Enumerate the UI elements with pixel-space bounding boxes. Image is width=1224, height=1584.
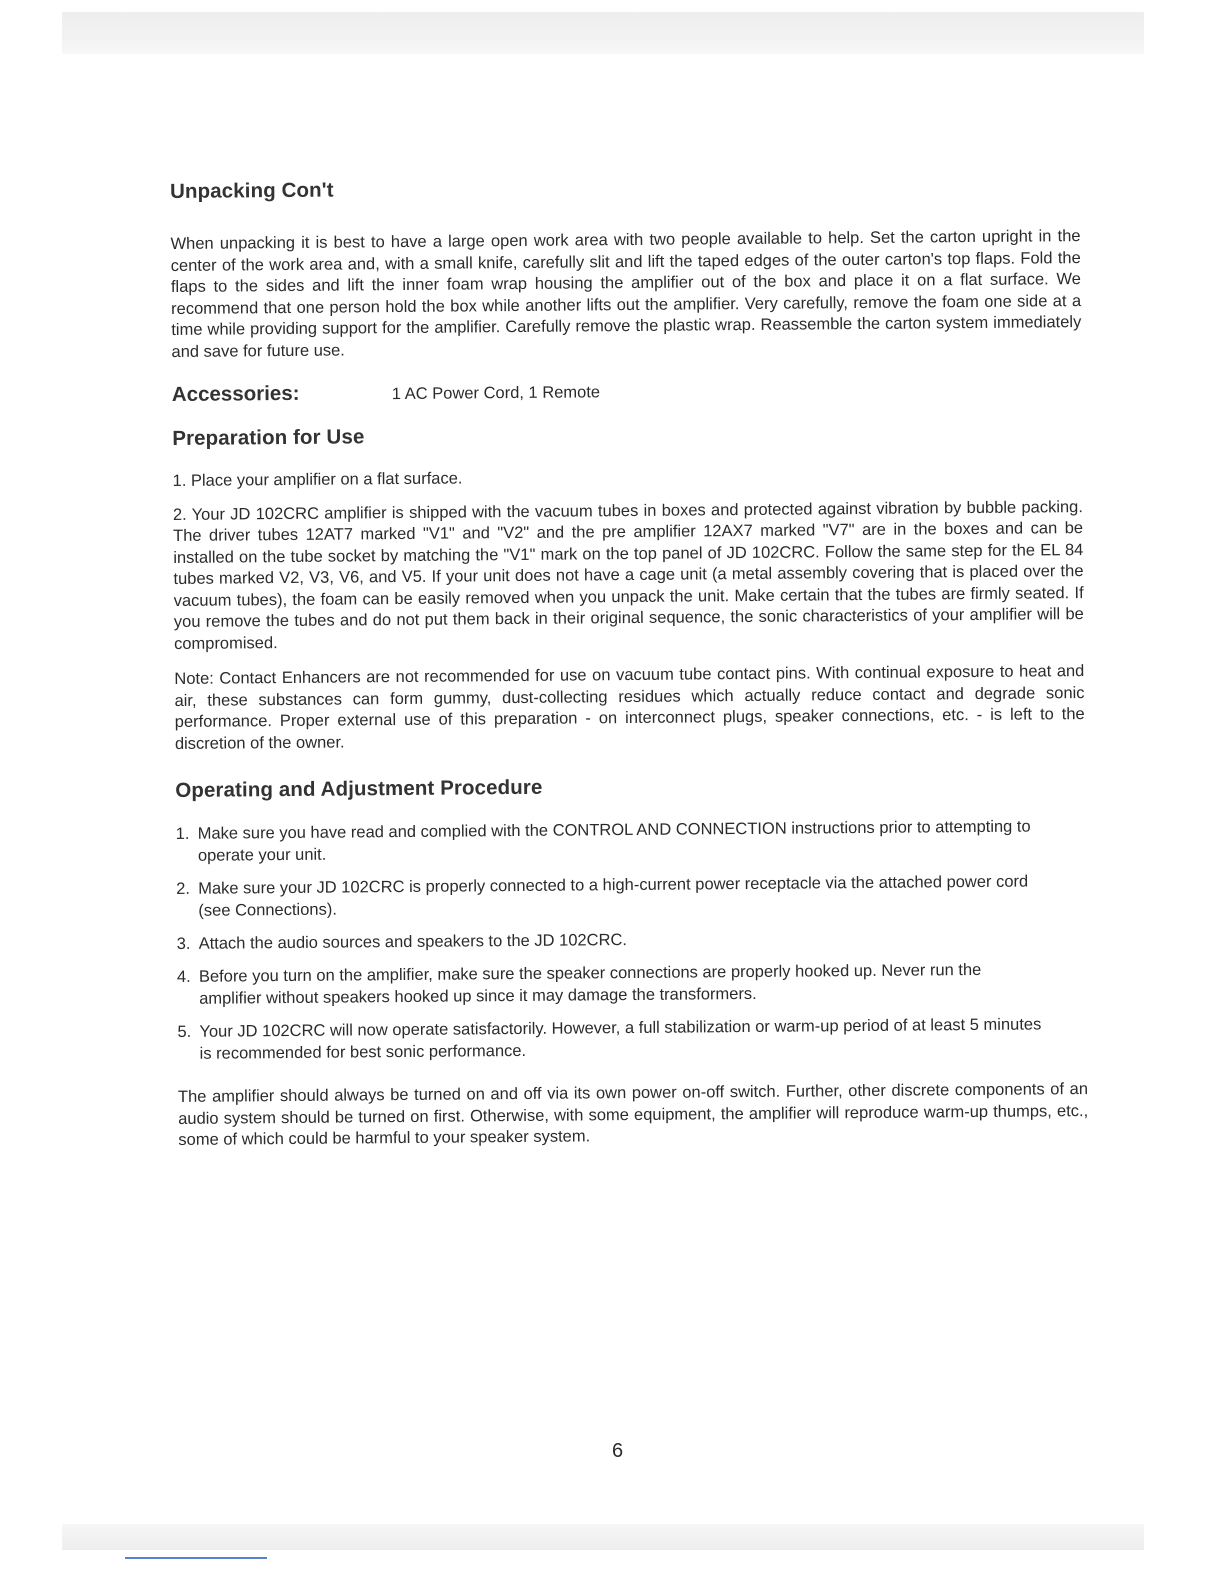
operating-step [176, 815, 1086, 867]
operating-step [176, 870, 1086, 922]
operating-step [177, 925, 1087, 955]
operating-step [177, 958, 1087, 1010]
step-text: Your JD 102CRC will now operate satisfactorily. However, a full stabilization or warm-up period of at least 5 minutes is recommended for best sonic performance. [199, 1015, 1042, 1063]
page-content [170, 172, 1088, 1151]
accessories-label: Accessories: [171, 381, 300, 406]
step-text: Make sure you have read and complied with the CONTROL AND CONNECTION instructions prior to attempting to operate your unit. [197, 817, 1031, 865]
scan-artifact-line [125, 1557, 267, 1559]
preparation-item-1: 1. Place your amplifier on a flat surface. [172, 469, 463, 490]
preparation-heading: Preparation for Use [172, 425, 365, 450]
step-number: 1. [175, 824, 190, 843]
operating-steps-list [176, 815, 1088, 1065]
step-text: Make sure your JD 102CRC is properly connected to a high-current power receptacle via the attached power cord (see Connections). [198, 872, 1029, 920]
step-text: Attach the audio sources and speakers to the JD 102CRC. [198, 931, 628, 953]
accessories-row [172, 375, 1082, 407]
operating-step [177, 1013, 1087, 1065]
unpacking-heading: Unpacking Con't [170, 178, 334, 203]
scan-border-top [62, 12, 1144, 54]
preparation-note: Note: Contact Enhancers are not recommended for use on vacuum tube contact pins. With continual exposure to heat and air, these substances can form gummy, dust-collecting residues which actually reduce contact and degrade sonic performance. Proper external use of this preparation - on interconnect plugs, speaker connections, etc. - is left to the discretion of the owner. [174, 662, 1085, 753]
scan-border-bottom [62, 1524, 1144, 1550]
step-number: 2. [176, 879, 191, 898]
step-number: 3. [176, 934, 191, 953]
operating-closing-paragraph: The amplifier should always be turned on and off via its own power on-off switch. Further, other discrete components of an audio system should be turned on first. Otherwise, with some equipment, the amplifier will reproduce warm-up thumps, etc., some of which could be harmful to your speaker system. [177, 1080, 1089, 1149]
step-text: Before you turn on the amplifier, make sure the speaker connections are properly hooked up. Never run the amplifier without speakers hooked up since it may damage the transformers. [198, 960, 982, 1008]
step-number: 5. [177, 1022, 192, 1041]
page-number: 6 [612, 1440, 624, 1462]
accessories-value: 1 AC Power Cord, 1 Remote [391, 383, 601, 404]
operating-heading: Operating and Adjustment Procedure [175, 775, 543, 802]
unpacking-paragraph: When unpacking it is best to have a large open work area with two people available to help. Set the carton upright in the center of the work area and, with a small knife, carefully slit and lift the taped edges of the outer carton's top flaps. Fold the flaps to the sides and lift the inner foam wrap housing the amplifier out of the box and place it on a flat surface. We recommend that one person hold the box while another lifts out the amplifier. Very carefully, remove the foam one side at a time while providing support for the amplifier. Carefully remove the plastic wrap. Reassemble the carton system immediately and save for future use. [170, 227, 1082, 361]
preparation-item-2: 2. Your JD 102CRC amplifier is shipped with the vacuum tubes in boxes and protected against vibration by bubble packing. The driver tubes 12AT7 marked "V1" and "V2" and the pre amplifier 12AX7 marked "V7" are in the boxes and can be installed on the tube socket by matching the "V1" mark on the top panel of JD 102CRC. Follow the same step for the EL 84 tubes marked V2, V3, V6, and V5. If your unit does not have a cage unit (a metal assembly covering that is placed over the vacuum tubes), the foam can be easily removed when you unpack the unit. Make certain that the tubes are firmly seated. If you remove the tubes and do not put them back in their original sequence, the sonic characteristics of your amplifier will be compromised. [172, 497, 1084, 653]
step-number: 4. [176, 967, 191, 986]
